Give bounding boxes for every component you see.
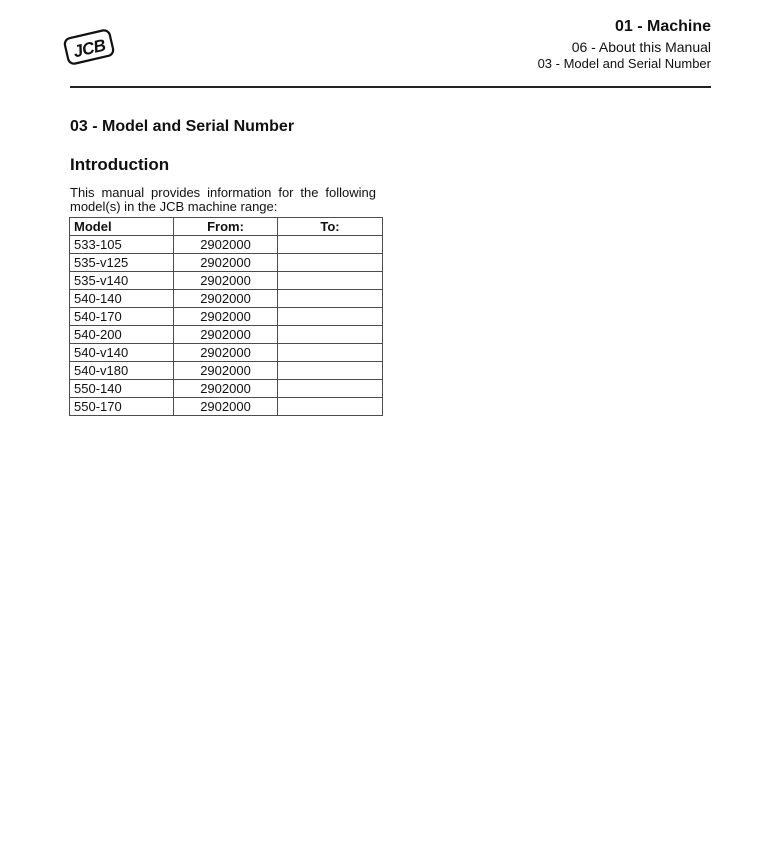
table-row [70, 398, 383, 416]
from-cell: 2902000 [174, 380, 278, 398]
from-cell: 2902000 [174, 308, 278, 326]
to-cell [278, 254, 383, 272]
model-cell: 540-170 [70, 308, 174, 326]
from-cell: 2902000 [174, 236, 278, 254]
from-cell: 2902000 [174, 254, 278, 272]
to-cell [278, 290, 383, 308]
table-row [70, 272, 383, 290]
model-cell: 540-v180 [70, 362, 174, 380]
model-cell: 533-105 [70, 236, 174, 254]
table-row [70, 308, 383, 326]
from-cell: 2902000 [174, 398, 278, 416]
to-cell [278, 272, 383, 290]
model-cell: 535-v125 [70, 254, 174, 272]
model-cell: 535-v140 [70, 272, 174, 290]
table-row [70, 326, 383, 344]
to-cell [278, 362, 383, 380]
column-header-from: From: [174, 218, 278, 236]
model-cell: 550-140 [70, 380, 174, 398]
header-chapter: 01 - Machine [614, 18, 711, 35]
model-cell: 540-200 [70, 326, 174, 344]
to-cell [278, 308, 383, 326]
from-cell: 2902000 [174, 272, 278, 290]
table-row [70, 290, 383, 308]
from-cell: 2902000 [174, 344, 278, 362]
header-subsection: 03 - Model and Serial Number [537, 56, 711, 71]
column-header-to: To: [278, 218, 383, 236]
to-cell [278, 344, 383, 362]
table-row [70, 362, 383, 380]
page-header [538, 16, 711, 71]
to-cell [278, 398, 383, 416]
page-title: 03 - Model and Serial Number [70, 118, 295, 135]
model-cell: 550-170 [70, 398, 174, 416]
model-cell: 540-140 [70, 290, 174, 308]
model-serial-table [69, 217, 383, 416]
from-cell: 2902000 [174, 362, 278, 380]
jcb-logo-text: JCB [71, 35, 108, 62]
header-section: 06 - About this Manual [571, 39, 711, 55]
to-cell [278, 380, 383, 398]
jcb-logo-icon [58, 18, 120, 76]
from-cell: 2902000 [174, 290, 278, 308]
model-cell: 540-v140 [70, 344, 174, 362]
model-table-header [70, 218, 383, 236]
from-cell: 2902000 [174, 326, 278, 344]
to-cell [278, 236, 383, 254]
to-cell [278, 326, 383, 344]
column-header-model: Model [70, 218, 174, 236]
header-divider [70, 86, 711, 88]
section-heading-introduction: Introduction [70, 155, 170, 174]
intro-paragraph: This manual provides information for the following model(s) in the JCB machine range: [70, 185, 376, 214]
table-row [70, 380, 383, 398]
jcb-logo [58, 18, 120, 76]
table-row [70, 344, 383, 362]
model-table-body [70, 236, 383, 416]
table-row [70, 254, 383, 272]
table-row [70, 236, 383, 254]
table-header-row [70, 218, 383, 236]
